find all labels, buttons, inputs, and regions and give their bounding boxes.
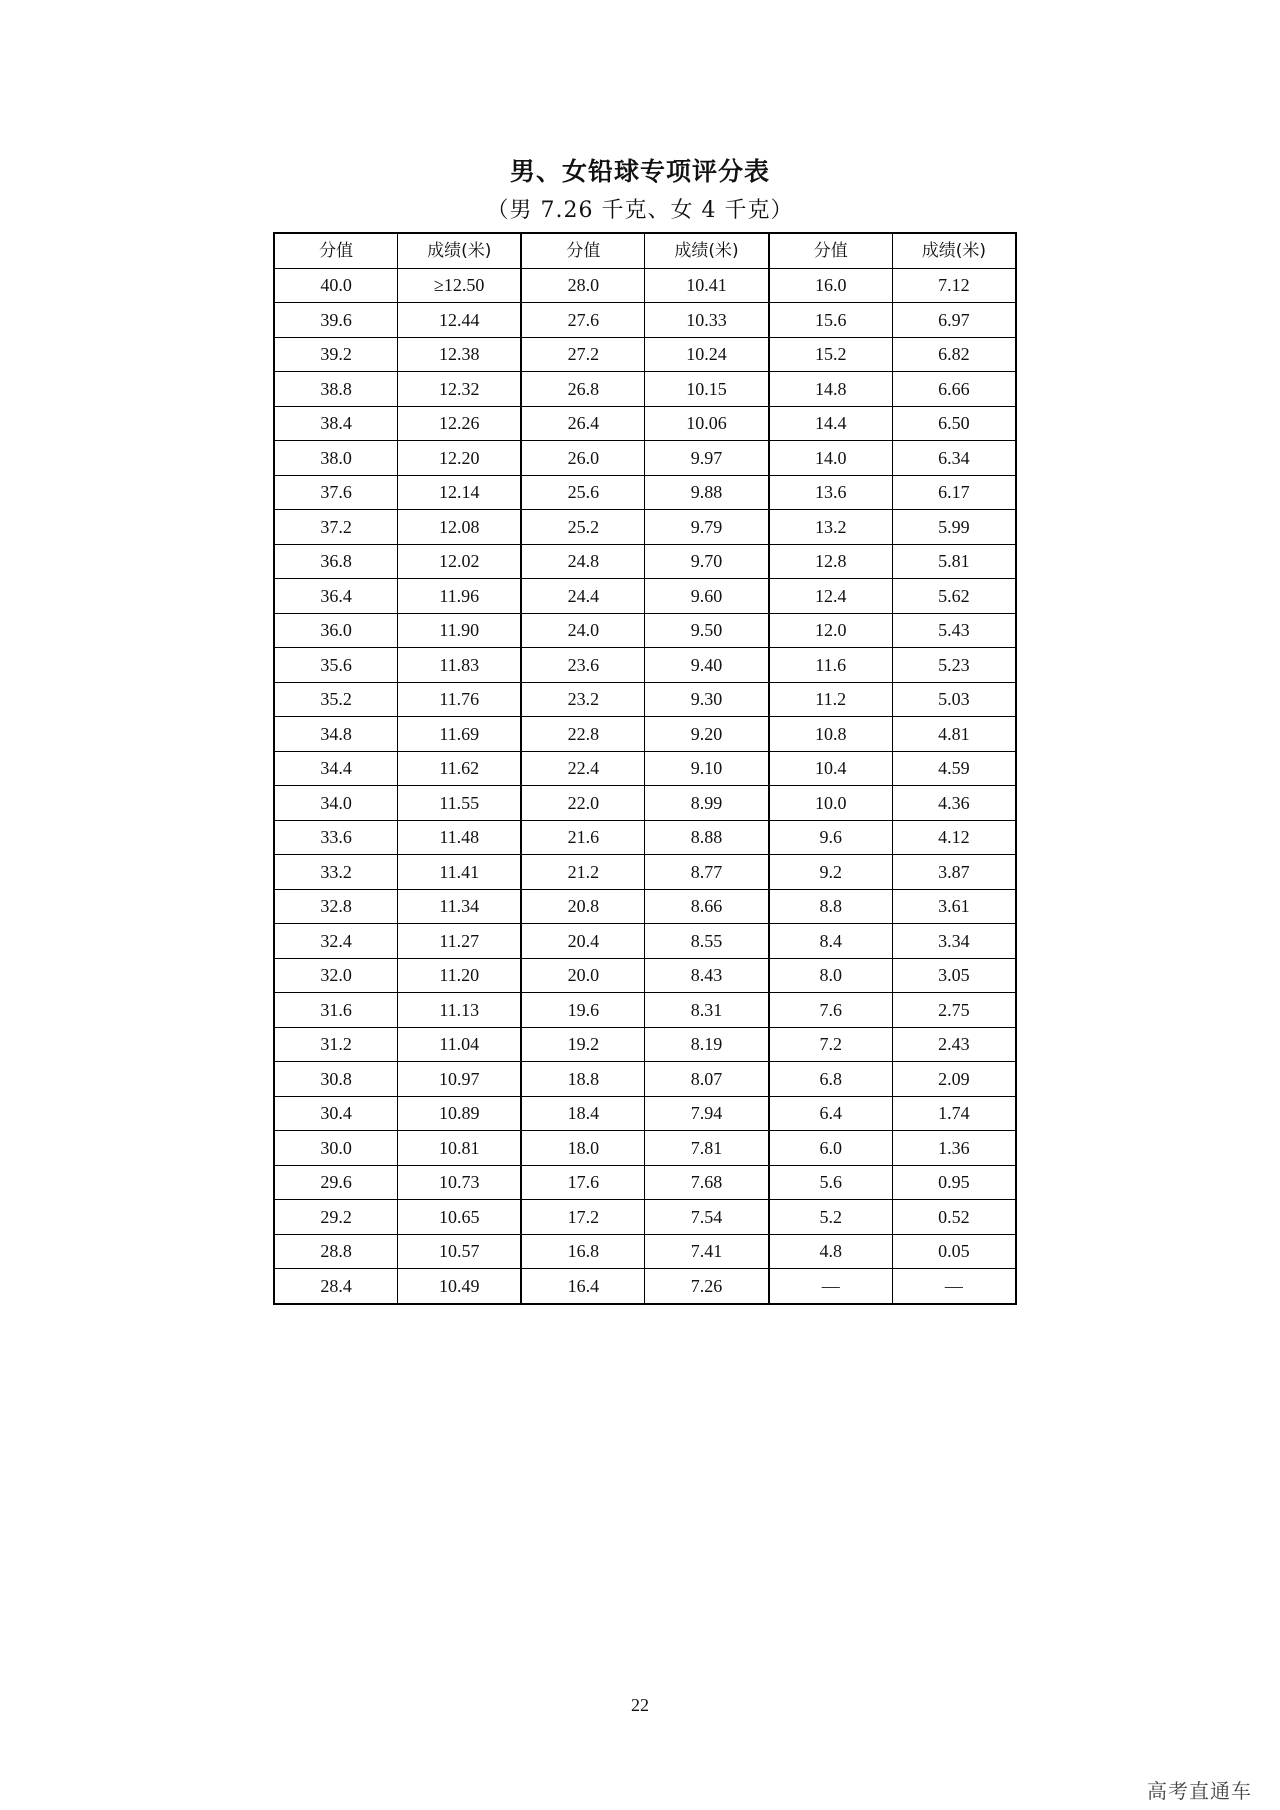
- result-cell: 5.62: [892, 579, 1016, 614]
- table-row: [274, 303, 1016, 338]
- score-cell: 8.0: [769, 958, 893, 993]
- table-row: [274, 717, 1016, 752]
- score-cell: 6.4: [769, 1096, 893, 1131]
- result-cell: 8.88: [645, 820, 769, 855]
- result-cell: 9.70: [645, 544, 769, 579]
- score-cell: 34.8: [274, 717, 398, 752]
- score-cell: 22.4: [521, 751, 645, 786]
- result-cell: 8.77: [645, 855, 769, 890]
- score-cell: 37.6: [274, 475, 398, 510]
- table-row: [274, 406, 1016, 441]
- result-cell: 8.19: [645, 1027, 769, 1062]
- result-cell: 3.61: [892, 889, 1016, 924]
- result-cell: 11.48: [398, 820, 522, 855]
- header-result: 成绩(米): [398, 233, 522, 268]
- table-row: [274, 820, 1016, 855]
- score-table-header: [274, 233, 1016, 268]
- result-cell: 12.14: [398, 475, 522, 510]
- result-cell: 8.31: [645, 993, 769, 1028]
- score-cell: 26.0: [521, 441, 645, 476]
- score-cell: 28.4: [274, 1269, 398, 1304]
- score-cell: 28.8: [274, 1234, 398, 1269]
- score-cell: 25.6: [521, 475, 645, 510]
- table-row: [274, 1269, 1016, 1304]
- table-row: [274, 1200, 1016, 1235]
- result-cell: 11.83: [398, 648, 522, 683]
- score-cell: 16.8: [521, 1234, 645, 1269]
- result-cell: 11.34: [398, 889, 522, 924]
- result-cell: 11.90: [398, 613, 522, 648]
- result-cell: 4.12: [892, 820, 1016, 855]
- table-row: [274, 1096, 1016, 1131]
- header-result: 成绩(米): [892, 233, 1016, 268]
- score-cell: 16.0: [769, 268, 893, 303]
- score-cell: 10.4: [769, 751, 893, 786]
- score-cell: 31.6: [274, 993, 398, 1028]
- table-row: [274, 1027, 1016, 1062]
- watermark: 高考直通车: [1147, 1779, 1252, 1803]
- table-row: [274, 786, 1016, 821]
- score-cell: 22.8: [521, 717, 645, 752]
- result-cell: 3.34: [892, 924, 1016, 959]
- score-cell: 18.8: [521, 1062, 645, 1097]
- score-cell: 5.6: [769, 1165, 893, 1200]
- score-cell: 35.2: [274, 682, 398, 717]
- score-cell: 20.8: [521, 889, 645, 924]
- table-row: [274, 924, 1016, 959]
- result-cell: 10.73: [398, 1165, 522, 1200]
- result-cell: 7.54: [645, 1200, 769, 1235]
- score-cell: 30.0: [274, 1131, 398, 1166]
- table-row: [274, 1131, 1016, 1166]
- table-row: [274, 958, 1016, 993]
- result-cell: 5.23: [892, 648, 1016, 683]
- score-cell: 12.4: [769, 579, 893, 614]
- result-cell: 6.66: [892, 372, 1016, 407]
- score-cell: 4.8: [769, 1234, 893, 1269]
- result-cell: 5.99: [892, 510, 1016, 545]
- score-cell: 14.4: [769, 406, 893, 441]
- score-cell: 40.0: [274, 268, 398, 303]
- score-cell: 27.6: [521, 303, 645, 338]
- score-cell: 21.2: [521, 855, 645, 890]
- score-cell: 23.6: [521, 648, 645, 683]
- score-cell: 19.2: [521, 1027, 645, 1062]
- header-score: 分值: [521, 233, 645, 268]
- score-cell: 30.4: [274, 1096, 398, 1131]
- score-cell: 22.0: [521, 786, 645, 821]
- score-cell: 8.8: [769, 889, 893, 924]
- table-row: [274, 613, 1016, 648]
- score-cell: 38.8: [274, 372, 398, 407]
- score-cell: 20.4: [521, 924, 645, 959]
- result-cell: 12.08: [398, 510, 522, 545]
- score-cell: 33.6: [274, 820, 398, 855]
- score-cell: 14.8: [769, 372, 893, 407]
- result-cell: 8.99: [645, 786, 769, 821]
- table-row: [274, 510, 1016, 545]
- score-cell: 32.0: [274, 958, 398, 993]
- result-cell: 11.62: [398, 751, 522, 786]
- score-cell: 6.8: [769, 1062, 893, 1097]
- result-cell: 7.68: [645, 1165, 769, 1200]
- result-cell: 10.24: [645, 337, 769, 372]
- result-cell: 7.12: [892, 268, 1016, 303]
- result-cell: 12.26: [398, 406, 522, 441]
- result-cell: 11.76: [398, 682, 522, 717]
- result-cell: 6.97: [892, 303, 1016, 338]
- result-cell: 10.06: [645, 406, 769, 441]
- result-cell: 12.38: [398, 337, 522, 372]
- result-cell: 8.07: [645, 1062, 769, 1097]
- score-cell: 11.6: [769, 648, 893, 683]
- result-cell: 0.05: [892, 1234, 1016, 1269]
- result-cell: 9.20: [645, 717, 769, 752]
- table-row: [274, 1062, 1016, 1097]
- score-cell: 7.2: [769, 1027, 893, 1062]
- table-row: [274, 751, 1016, 786]
- result-cell: 10.97: [398, 1062, 522, 1097]
- score-cell: 14.0: [769, 441, 893, 476]
- result-cell: 4.59: [892, 751, 1016, 786]
- table-row: [274, 682, 1016, 717]
- result-cell: 10.41: [645, 268, 769, 303]
- result-cell: ≥12.50: [398, 268, 522, 303]
- table-row: [274, 475, 1016, 510]
- result-cell: 12.32: [398, 372, 522, 407]
- header-score: 分值: [769, 233, 893, 268]
- result-cell: 9.60: [645, 579, 769, 614]
- result-cell: 2.75: [892, 993, 1016, 1028]
- result-cell: 12.20: [398, 441, 522, 476]
- result-cell: 1.74: [892, 1096, 1016, 1131]
- result-cell: 9.88: [645, 475, 769, 510]
- score-cell: 23.2: [521, 682, 645, 717]
- score-cell: —: [769, 1269, 893, 1304]
- result-cell: 11.27: [398, 924, 522, 959]
- result-cell: 8.66: [645, 889, 769, 924]
- score-cell: 21.6: [521, 820, 645, 855]
- score-cell: 10.0: [769, 786, 893, 821]
- score-cell: 9.6: [769, 820, 893, 855]
- score-cell: 17.2: [521, 1200, 645, 1235]
- table-row: [274, 993, 1016, 1028]
- result-cell: 2.09: [892, 1062, 1016, 1097]
- result-cell: 7.94: [645, 1096, 769, 1131]
- score-cell: 38.4: [274, 406, 398, 441]
- score-cell: 32.8: [274, 889, 398, 924]
- result-cell: 11.13: [398, 993, 522, 1028]
- table-row: [274, 268, 1016, 303]
- score-cell: 24.0: [521, 613, 645, 648]
- score-cell: 16.4: [521, 1269, 645, 1304]
- score-cell: 10.8: [769, 717, 893, 752]
- result-cell: 11.04: [398, 1027, 522, 1062]
- score-cell: 15.6: [769, 303, 893, 338]
- score-cell: 31.2: [274, 1027, 398, 1062]
- score-cell: 35.6: [274, 648, 398, 683]
- score-cell: 6.0: [769, 1131, 893, 1166]
- score-cell: 5.2: [769, 1200, 893, 1235]
- result-cell: 6.50: [892, 406, 1016, 441]
- result-cell: 6.34: [892, 441, 1016, 476]
- result-cell: 9.79: [645, 510, 769, 545]
- score-cell: 13.6: [769, 475, 893, 510]
- score-cell: 24.4: [521, 579, 645, 614]
- result-cell: 1.36: [892, 1131, 1016, 1166]
- result-cell: 2.43: [892, 1027, 1016, 1062]
- page-title: 男、女铅球专项评分表: [509, 157, 770, 186]
- result-cell: 7.41: [645, 1234, 769, 1269]
- result-cell: 10.81: [398, 1131, 522, 1166]
- score-cell: 25.2: [521, 510, 645, 545]
- score-table-body: [274, 268, 1016, 1304]
- result-cell: 9.40: [645, 648, 769, 683]
- score-cell: 36.8: [274, 544, 398, 579]
- result-cell: 10.65: [398, 1200, 522, 1235]
- result-cell: 5.81: [892, 544, 1016, 579]
- score-cell: 39.2: [274, 337, 398, 372]
- result-cell: 11.96: [398, 579, 522, 614]
- result-cell: 8.55: [645, 924, 769, 959]
- result-cell: 9.97: [645, 441, 769, 476]
- result-cell: 7.81: [645, 1131, 769, 1166]
- score-cell: 38.0: [274, 441, 398, 476]
- result-cell: 11.55: [398, 786, 522, 821]
- score-cell: 29.2: [274, 1200, 398, 1235]
- score-cell: 34.0: [274, 786, 398, 821]
- result-cell: 9.50: [645, 613, 769, 648]
- header-result: 成绩(米): [645, 233, 769, 268]
- result-cell: 10.57: [398, 1234, 522, 1269]
- table-row: [274, 372, 1016, 407]
- score-cell: 36.4: [274, 579, 398, 614]
- result-cell: 9.30: [645, 682, 769, 717]
- result-cell: 0.95: [892, 1165, 1016, 1200]
- table-row: [274, 1165, 1016, 1200]
- header-score: 分值: [274, 233, 398, 268]
- score-cell: 18.0: [521, 1131, 645, 1166]
- result-cell: 9.10: [645, 751, 769, 786]
- score-cell: 33.2: [274, 855, 398, 890]
- score-cell: 20.0: [521, 958, 645, 993]
- score-cell: 39.6: [274, 303, 398, 338]
- score-cell: 24.8: [521, 544, 645, 579]
- result-cell: 6.82: [892, 337, 1016, 372]
- result-cell: 4.81: [892, 717, 1016, 752]
- page-number: 22: [631, 1695, 649, 1715]
- table-row: [274, 544, 1016, 579]
- table-row: [274, 337, 1016, 372]
- score-cell: 34.4: [274, 751, 398, 786]
- score-cell: 9.2: [769, 855, 893, 890]
- result-cell: 3.05: [892, 958, 1016, 993]
- table-row: [274, 648, 1016, 683]
- score-cell: 13.2: [769, 510, 893, 545]
- result-cell: 11.20: [398, 958, 522, 993]
- score-cell: 7.6: [769, 993, 893, 1028]
- result-cell: 11.69: [398, 717, 522, 752]
- score-cell: 30.8: [274, 1062, 398, 1097]
- score-cell: 26.8: [521, 372, 645, 407]
- score-cell: 8.4: [769, 924, 893, 959]
- score-cell: 15.2: [769, 337, 893, 372]
- score-cell: 29.6: [274, 1165, 398, 1200]
- result-cell: 6.17: [892, 475, 1016, 510]
- result-cell: 5.03: [892, 682, 1016, 717]
- score-cell: 12.8: [769, 544, 893, 579]
- result-cell: 3.87: [892, 855, 1016, 890]
- score-cell: 28.0: [521, 268, 645, 303]
- result-cell: 12.44: [398, 303, 522, 338]
- score-cell: 26.4: [521, 406, 645, 441]
- result-cell: —: [892, 1269, 1016, 1304]
- score-cell: 19.6: [521, 993, 645, 1028]
- result-cell: 0.52: [892, 1200, 1016, 1235]
- result-cell: 12.02: [398, 544, 522, 579]
- result-cell: 10.49: [398, 1269, 522, 1304]
- header-row: [274, 233, 1016, 268]
- page-subtitle: （男 7.26 千克、女 4 千克）: [486, 198, 794, 223]
- score-table: [273, 232, 1017, 1305]
- score-cell: 37.2: [274, 510, 398, 545]
- table-row: [274, 579, 1016, 614]
- score-cell: 17.6: [521, 1165, 645, 1200]
- score-cell: 27.2: [521, 337, 645, 372]
- table-row: [274, 855, 1016, 890]
- table-row: [274, 441, 1016, 476]
- result-cell: 10.89: [398, 1096, 522, 1131]
- score-cell: 32.4: [274, 924, 398, 959]
- result-cell: 10.33: [645, 303, 769, 338]
- score-cell: 12.0: [769, 613, 893, 648]
- result-cell: 7.26: [645, 1269, 769, 1304]
- table-row: [274, 1234, 1016, 1269]
- result-cell: 10.15: [645, 372, 769, 407]
- score-cell: 18.4: [521, 1096, 645, 1131]
- score-cell: 11.2: [769, 682, 893, 717]
- score-cell: 36.0: [274, 613, 398, 648]
- result-cell: 11.41: [398, 855, 522, 890]
- table-row: [274, 889, 1016, 924]
- result-cell: 8.43: [645, 958, 769, 993]
- result-cell: 4.36: [892, 786, 1016, 821]
- result-cell: 5.43: [892, 613, 1016, 648]
